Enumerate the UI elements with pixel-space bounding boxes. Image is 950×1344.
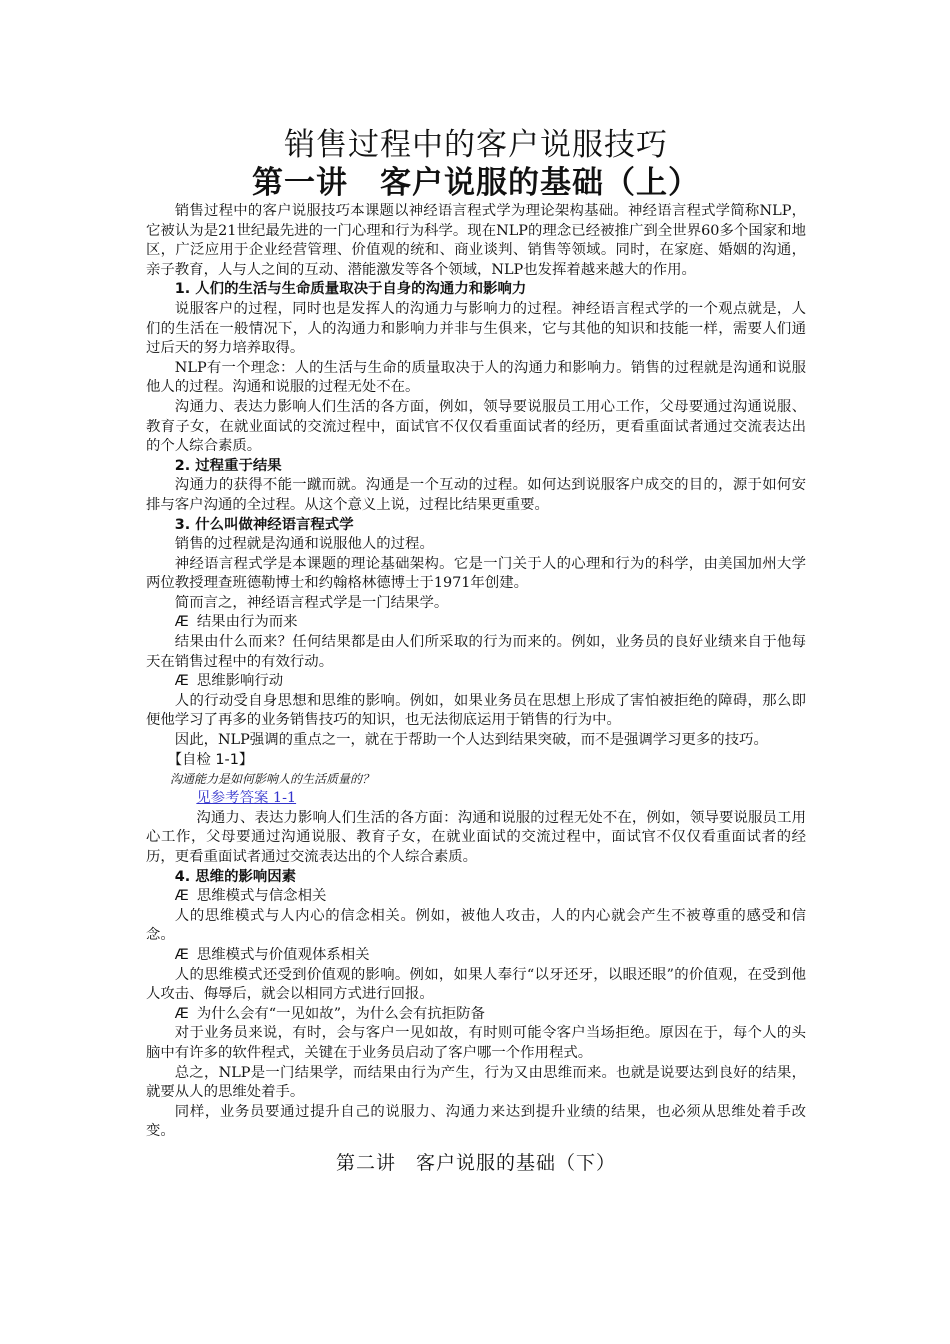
section-1-paragraph-1: 说服客户的过程，同时也是发挥人的沟通力与影响力的过程。神经语言程式学的一个观点就是，人们的生活在一般情况下，人的沟通力和影响力并非与生俱来，它与其他的知识和技能一样，需要人们通过后天的努力培养取得。	[146, 300, 806, 357]
section-3-paragraph-1: 销售的过程就是沟通和说服他人的过程。	[174, 536, 434, 553]
lecture-1-title: 第一讲 客户说服的基础（上）	[252, 165, 700, 201]
bullet-text: 结果由行为而来	[196, 614, 298, 631]
bullet-item	[146, 672, 806, 692]
self-check-answer: 沟通力、表达力影响人们生活的各方面：沟通和说服的过程无处不在，例如，领导要说服员工用心工作，父母要通过沟通说服、教育子女，在就业面试的交流过程中，面试官不仅仅看重面试者的经历，更看重面试者通过交流表达出的个人综合素质。	[146, 809, 806, 865]
section-2-heading: 2. 过程重于结果	[174, 457, 282, 474]
bullet-text: 思维影响行动	[196, 673, 284, 690]
bullet-item	[146, 946, 806, 966]
section-3-heading: 3. 什么叫做神经语言程式学	[174, 516, 354, 533]
bullet-paragraph: 人的思维模式还受到价值观的影响。例如，如果人奉行“以牙还牙，以眼还眼”的价值观，在受到他人攻击、侮辱后，就会以相同方式进行回报。	[146, 966, 806, 1003]
bullet-symbol: Æ	[174, 673, 189, 690]
section-1-heading: 1. 人们的生活与生命质量取决于自身的沟通力和影响力	[174, 281, 527, 298]
intro-paragraph: 销售过程中的客户说服技巧本课题以神经语言程式学为理论架构基础。神经语言程式学简称NLP，它被认为是21世纪最先进的一门心理和行为科学。现在NLP的理念已经被推广到全世界60多个国家和地区，广泛应用于企业经营管理、价值观的统和、商业谈判、销售等领域。同时，在家庭、婚姻的沟通，亲子教育，人与人之间的互动、潜能激发等各个领域，NLP也发挥着越来越大的作用。	[146, 203, 806, 278]
section-2-paragraph-1: 沟通力的获得不能一蹴而就。沟通是一个互动的过程。如何达到说服客户成交的目的，源于如何安排与客户沟通的全过程。从这个意义上说，过程比结果更重要。	[146, 477, 806, 513]
bullet-symbol: Æ	[174, 946, 189, 963]
section-3-paragraph-4: 因此，NLP强调的重点之一，就在于帮助一个人达到结果突破，而不是强调学习更多的技巧。	[174, 732, 768, 749]
bullet-text: 为什么会有“一见如故”，为什么会有抗拒防备	[196, 1005, 485, 1022]
bullet-paragraph: 人的行动受自身思想和思维的影响。例如，如果业务员在思想上形成了害怕被拒绝的障碍，那么即便他学习了再多的业务销售技巧的知识，也无法彻底运用于销售的行为中。	[146, 692, 806, 729]
bullet-paragraph: 对于业务员来说，有时，会与客户一见如故，有时则可能令客户当场拒绝。原因在于，每个人的头脑中有许多的软件程式，关键在于业务员启动了客户哪一个作用程式。	[146, 1025, 806, 1061]
section-3-paragraph-3: 简而言之，神经语言程式学是一门结果学。	[174, 594, 449, 611]
bullet-symbol: Æ	[174, 614, 189, 631]
bullet-text: 思维模式与信念相关	[196, 888, 327, 905]
section-1-paragraph-2: NLP有一个理念：人的生活与生命的质量取决于人的沟通力和影响力。销售的过程就是沟通和说服他人的过程。沟通和说服的过程无处不在。	[146, 359, 806, 396]
bullet-paragraph: 人的思维模式与人内心的信念相关。例如，被他人攻击，人的内心就会产生不被尊重的感受和信念。	[146, 907, 806, 944]
bullet-symbol: Æ	[174, 888, 189, 905]
bullet-item	[146, 613, 806, 633]
section-4-paragraph-2: 同样，业务员要通过提升自己的说服力、沟通力来达到提升业绩的结果，也必须从思维处着手改变。	[146, 1103, 806, 1140]
document-body	[146, 126, 806, 1178]
bullet-text: 思维模式与价值观体系相关	[196, 946, 370, 963]
bullet-symbol: Æ	[174, 1005, 189, 1022]
bullet-item	[146, 1005, 806, 1025]
section-4-heading: 4. 思维的影响因素	[174, 868, 297, 885]
bullet-item	[146, 887, 806, 907]
document-title: 销售过程中的客户说服技巧	[284, 127, 668, 163]
section-4-paragraph-1: 总之，NLP是一门结果学，而结果由行为产生，行为又由思维而来。也就是说要达到良好的结果，就要从人的思维处着手。	[146, 1064, 806, 1101]
bullet-paragraph: 结果由什么而来？任何结果都是由人们所采取的行为而来的。例如，业务员的良好业绩来自于他每天在销售过程中的有效行动。	[146, 634, 806, 670]
lecture-2-title: 第二讲 客户说服的基础（下）	[335, 1151, 616, 1174]
section-1-paragraph-3: 沟通力、表达力影响人们生活的各方面，例如，领导要说服员工用心工作，父母要通过沟通说服、教育子女，在就业面试的交流过程中，面试官不仅仅看重面试者的经历，更看重面试者通过交流表达出的个人综合素质。	[146, 398, 806, 455]
self-check-question: 沟通能力是如何影响人的生活质量的？	[170, 772, 375, 787]
self-check-label: 【自检 1-1】	[167, 751, 254, 768]
section-3-paragraph-2: 神经语言程式学是本课题的理论基础架构。它是一门关于人的心理和行为的科学，由美国加州大学两位教授理查班德勒博士和约翰格林德博士于1971年创建。	[146, 555, 806, 592]
answer-reference-link[interactable]: 见参考答案 1-1	[196, 790, 297, 807]
